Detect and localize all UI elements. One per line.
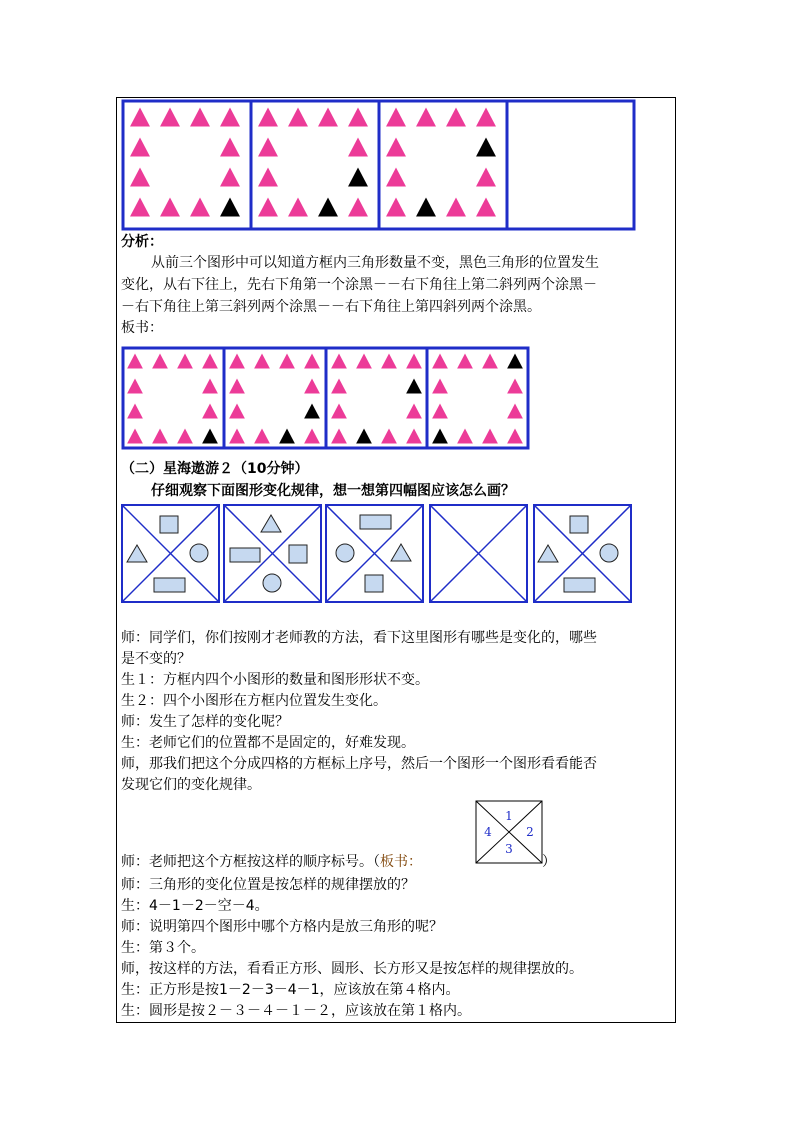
shape-pattern-figure [121,504,633,604]
pink-triangle [152,354,168,369]
shape-box-2 [224,505,321,602]
pink-triangle [304,354,320,369]
dialogue-line-5: 师：发生了怎样的变化呢？ [121,714,289,730]
black-triangle [348,168,368,187]
pink-triangle [220,108,240,127]
pink-triangle [130,168,150,187]
black-triangle [476,138,496,157]
black-triangle [356,429,372,444]
box-number-right: 2 [526,825,534,839]
analysis-label: 分析： [121,234,163,250]
pink-triangle [229,354,245,369]
pink-triangle [457,429,473,444]
pink-triangle [381,429,397,444]
circle-shape [336,544,354,562]
pink-triangle [318,108,338,127]
box-number-bottom: 3 [505,842,513,856]
pink-triangle [229,429,245,444]
pink-triangle [406,404,422,419]
rectangle-shape [154,578,185,592]
pink-triangle [356,354,372,369]
pink-triangle [258,108,278,127]
rectangle-shape [360,515,391,529]
dialogue-line-6: 生：老师它们的位置都不是固定的，好难发现。 [121,735,415,751]
pink-triangle [406,354,422,369]
pink-triangle [152,429,168,444]
pink-triangle [432,404,448,419]
pink-triangle [288,198,308,217]
numbering-line-text: 师：老师把这个方框按这样的顺序标号。（ [121,854,380,870]
rectangle-shape [230,548,260,562]
box-number-left: 4 [484,825,492,839]
pattern-frame-4-empty [507,101,634,229]
black-triangle [507,354,523,369]
pink-triangle [279,354,295,369]
pink-triangle [202,379,218,394]
pink-triangle [258,138,278,157]
circle-shape [263,574,281,592]
dialogue2-line-4: 生：第３个。 [121,940,205,956]
pink-triangle [202,354,218,369]
pink-triangle [507,404,523,419]
square-shape [570,516,588,533]
circle-shape [600,544,618,562]
board-label: 板书： [121,320,163,336]
pink-triangle [258,168,278,187]
triangle-shape [538,545,558,562]
pink-triangle [130,198,150,217]
pink-triangle [127,429,143,444]
dialogue2-line-5: 师，按这样的方法，看看正方形、圆形、长方形又是按怎样的规律摆放的。 [121,961,583,977]
square-shape [365,575,383,592]
pink-triangle [254,429,270,444]
dialogue-line-3: 生１：方框内四个小图形的数量和图形形状不变。 [121,672,429,688]
pink-triangle [482,354,498,369]
black-triangle [279,429,295,444]
pink-triangle [476,198,496,217]
square-shape [289,545,307,563]
pink-triangle [476,168,496,187]
shape-box-5 [534,505,631,602]
pink-triangle [190,198,210,217]
pink-triangle [457,354,473,369]
pink-triangle [476,108,496,127]
numbering-line [121,852,422,873]
pink-triangle [381,354,397,369]
pink-triangle [507,379,523,394]
circle-shape [190,544,208,562]
pink-triangle [331,429,347,444]
triangle-shape [261,515,281,532]
rectangle-shape [564,578,595,592]
pink-triangle [130,138,150,157]
black-triangle [416,198,436,217]
pink-triangle [348,138,368,157]
numbering-close-paren: ） [542,854,556,870]
pink-triangle [177,354,193,369]
pink-triangle [331,354,347,369]
pink-triangle [348,198,368,217]
pink-triangle [220,138,240,157]
pink-triangle [416,108,436,127]
shape-box-4-empty [430,505,527,602]
numbering-board-label: 板书： [380,854,422,870]
dialogue-line-2: 是不变的？ [121,651,191,667]
pink-triangle [127,354,143,369]
dialogue-line-4: 生２：四个小图形在方框内位置发生变化。 [121,693,387,709]
pink-triangle [331,404,347,419]
pink-triangle [386,138,406,157]
black-triangle [432,429,448,444]
black-triangle [202,429,218,444]
shape-box-3 [326,505,423,602]
pink-triangle [304,379,320,394]
pink-triangle [130,108,150,127]
pink-triangle [229,379,245,394]
dialogue2-line-6: 生：正方形是按1－2－3－4－1，应该放在第４格内。 [121,982,460,998]
pink-triangle [127,404,143,419]
triangle-shape [391,544,411,561]
pink-triangle [386,168,406,187]
pink-triangle [202,404,218,419]
pink-triangle [446,198,466,217]
triangle-pattern-figure-1 [121,99,636,231]
black-triangle [304,404,320,419]
pink-triangle [406,429,422,444]
pink-triangle [254,354,270,369]
dialogue-line-8: 发现它们的变化规律。 [121,777,261,793]
pink-triangle [507,429,523,444]
section-question: 仔细观察下面图形变化规律，想一想第四幅图应该怎么画？ [151,483,515,499]
pink-triangle [177,429,193,444]
black-triangle [406,379,422,394]
pink-triangle [190,108,210,127]
pink-triangle [229,404,245,419]
black-triangle [318,198,338,217]
triangle-shape [127,545,147,562]
pink-triangle [386,198,406,217]
pink-triangle [160,198,180,217]
dialogue2-line-2: 生：4－1－2－空－4。 [121,898,269,914]
pink-triangle [432,354,448,369]
pink-triangle [220,168,240,187]
pink-triangle [304,429,320,444]
dialogue-line-1: 师：同学们，你们按刚才老师教的方法，看下这里图形有哪些是变化的，哪些 [121,630,597,646]
pink-triangle [348,108,368,127]
pink-triangle [160,108,180,127]
analysis-line-2: 变化，从右下往上，先右下角第一个涂黑－－右下角往上第二斜列两个涂黑－ [121,277,597,293]
dialogue2-line-1: 师：三角形的变化位置是按怎样的规律摆放的？ [121,877,415,893]
pink-triangle [331,379,347,394]
triangle-pattern-figure-2 [121,346,531,450]
box-number-top: 1 [505,809,513,823]
dialogue2-line-3: 师：说明第四个图形中哪个方格内是放三角形的呢？ [121,919,443,935]
pink-triangle [446,108,466,127]
dialogue-line-7: 师，那我们把这个分成四格的方框标上序号，然后一个图形一个图形看看能否 [121,756,597,772]
analysis-line-1: 从前三个图形中可以知道方框内三角形数量不变，黑色三角形的位置发生 [151,255,599,271]
pink-triangle [386,108,406,127]
numbered-box-diagram [475,800,543,864]
pink-triangle [288,108,308,127]
pink-triangle [127,379,143,394]
square-shape [160,516,178,533]
pink-triangle [258,198,278,217]
black-triangle [220,198,240,217]
dialogue2-line-7: 生：圆形是按２－３－４－１－２，应该放在第１格内。 [121,1003,471,1019]
section-heading: （二）星海遨游２（10分钟） [121,461,309,477]
shape-box-1 [122,505,219,602]
pink-triangle [482,429,498,444]
pink-triangle [432,379,448,394]
analysis-line-3: －右下角往上第三斜列两个涂黑－－右下角往上第四斜列两个涂黑。 [121,299,541,315]
